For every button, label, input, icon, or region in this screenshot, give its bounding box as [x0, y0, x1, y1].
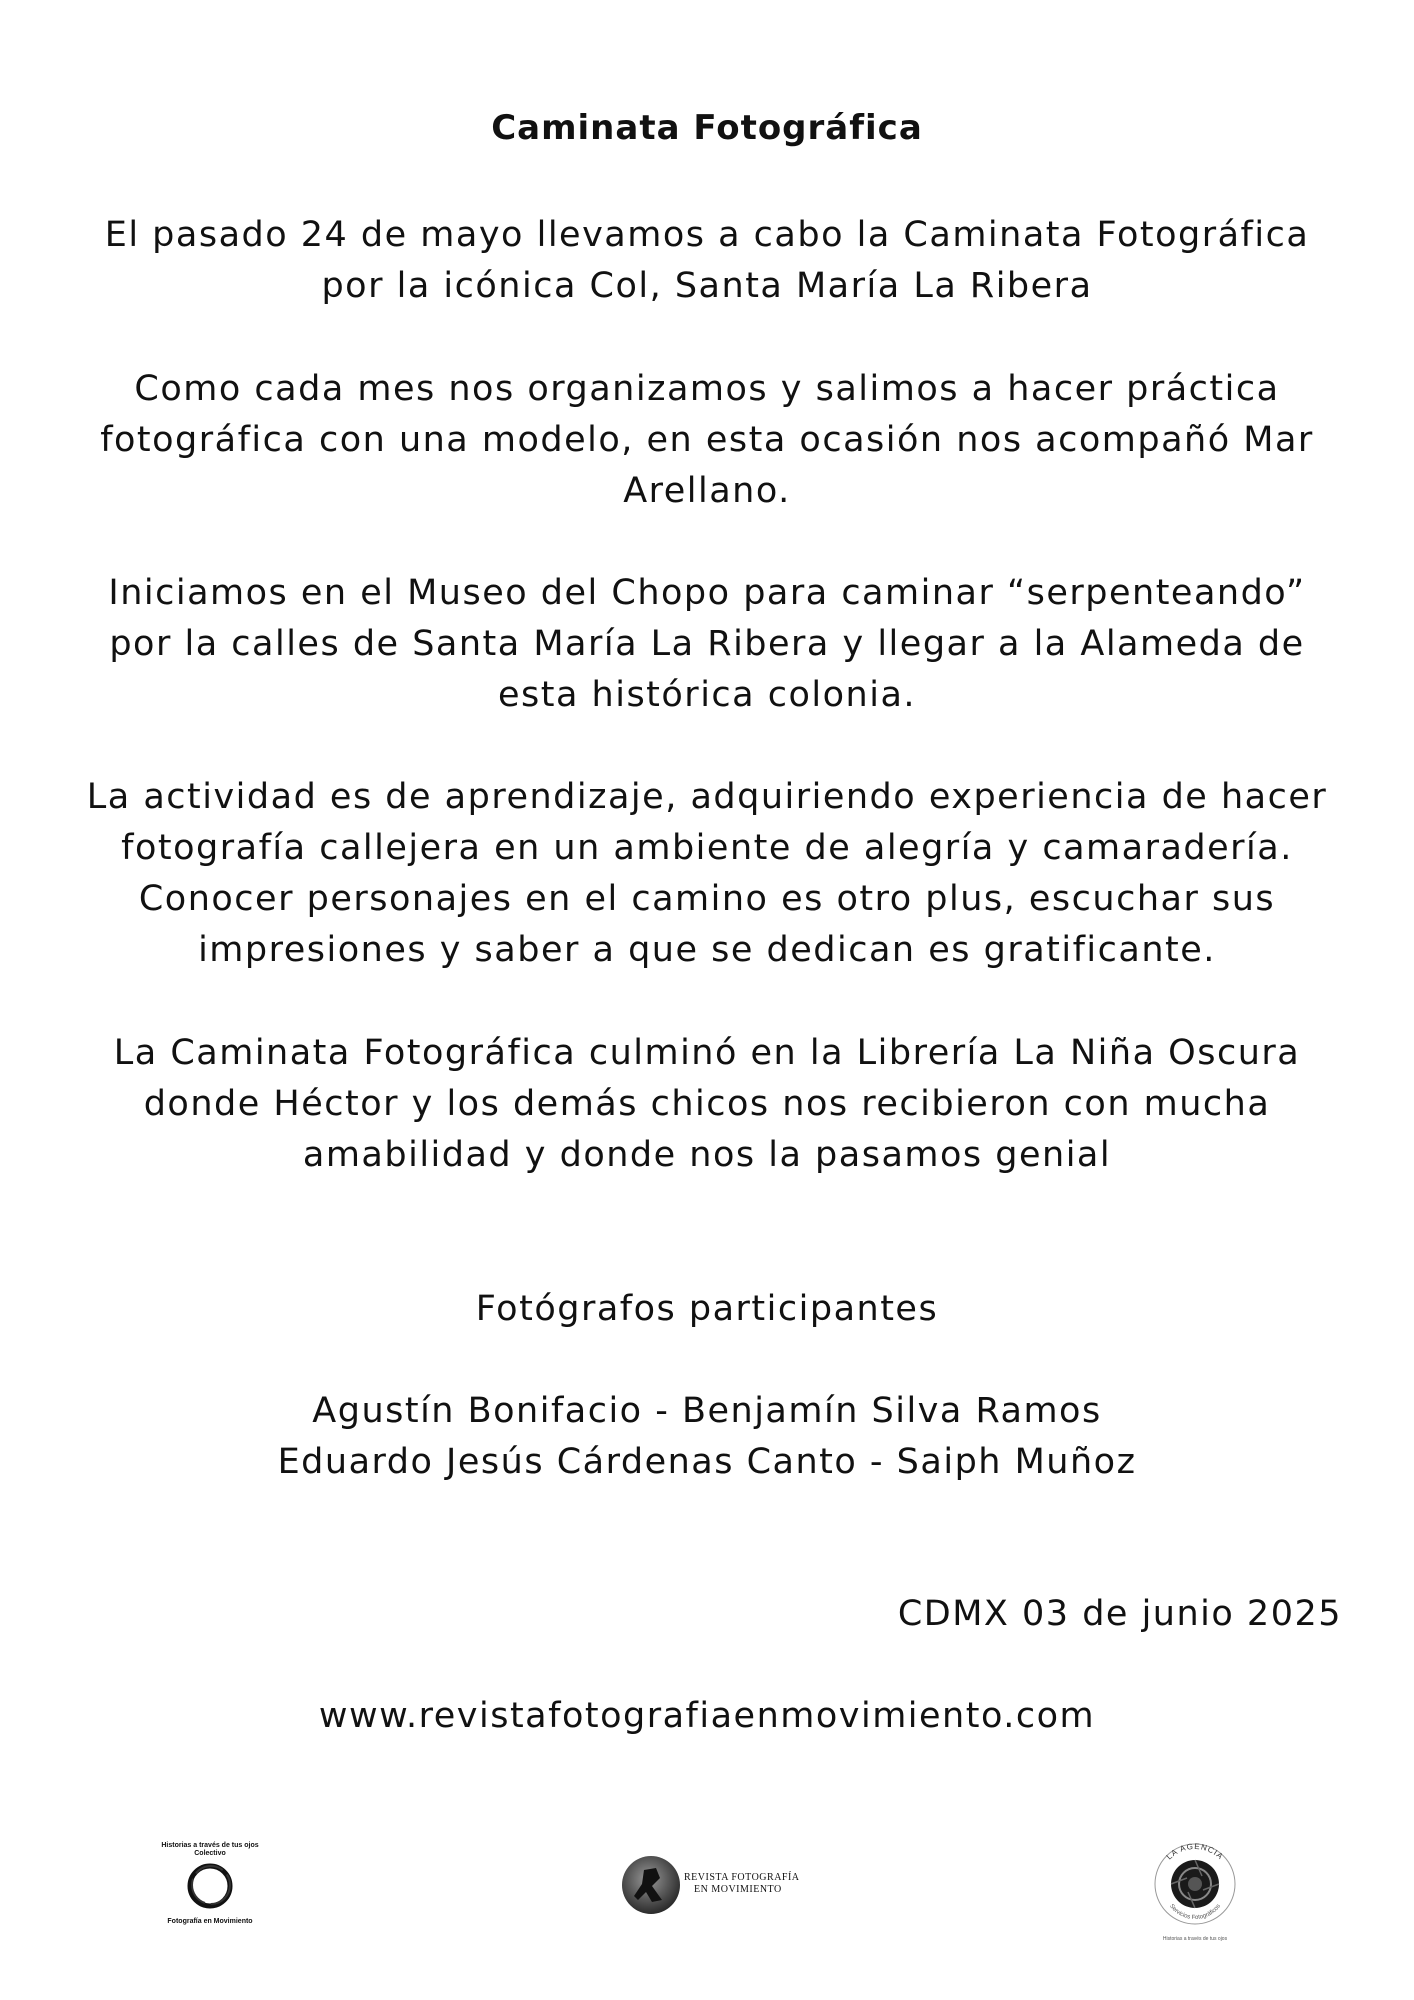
paragraph-2	[70, 364, 1344, 517]
ring-text-top: LA AGENCIA	[1164, 1841, 1226, 1862]
paragraph-5	[70, 1028, 1344, 1181]
paragraph-line: El pasado 24 de mayo llevamos a cabo la Caminata Fotográfica	[104, 215, 1310, 255]
participants-list	[70, 1386, 1344, 1488]
logo-line-2: EN MOVIMIENTO	[694, 1884, 782, 1895]
logo-line-1: REVISTA FOTOGRAFÍA	[684, 1872, 800, 1883]
aperture-icon	[1140, 1836, 1250, 1932]
logo-top-text-2: Colectivo	[194, 1850, 226, 1857]
paragraph-line: Conocer personajes en el camino es otro plus, escuchar sus	[138, 879, 1276, 919]
participants-line: Eduardo Jesús Cárdenas Canto - Saiph Muñoz	[277, 1442, 1137, 1482]
logo-bottom-text: Historias a través de tus ojos	[1162, 1936, 1228, 1942]
participants-line: Agustín Bonifacio - Benjamín Silva Ramos	[312, 1391, 1102, 1431]
paragraph-line: fotográfica con una modelo, en esta ocasión nos acompañó Mar	[100, 420, 1314, 460]
paragraph-line: esta histórica colonia.	[497, 675, 917, 715]
paragraph-3	[70, 568, 1344, 721]
photographer-icon	[622, 1856, 680, 1914]
paragraph-line: La actividad es de aprendizaje, adquiriendo experiencia de hacer	[86, 777, 1328, 817]
paragraph-4	[70, 772, 1344, 976]
paragraph-line: amabilidad y donde nos la pasamos genial	[302, 1135, 1112, 1175]
paragraph-line: La Caminata Fotográfica culminó en la Librería La Niña Oscura	[113, 1033, 1301, 1073]
paragraph-line: Arellano.	[623, 471, 791, 511]
agencia-logo	[1140, 1836, 1250, 1946]
document-title: Caminata Fotográfica	[491, 108, 923, 148]
paragraph-line: Como cada mes nos organizamos y salimos a hacer práctica	[134, 369, 1280, 409]
paragraph-line: Iniciamos en el Museo del Chopo para caminar “serpenteando”	[108, 573, 1306, 613]
paragraph-line: por la calles de Santa María La Ribera y llegar a la Alameda de	[109, 624, 1305, 664]
ring-text-bottom: Servicios Fotográficos	[1168, 1903, 1222, 1922]
paragraph-line: por la icónica Col, Santa María La Ribera	[321, 266, 1093, 306]
colectivo-logo	[160, 1842, 260, 1932]
ring-icon	[160, 1858, 260, 1914]
paragraph-line: fotografía callejera en un ambiente de alegría y camaradería.	[121, 828, 1293, 868]
date-line: CDMX 03 de junio 2025	[897, 1594, 1342, 1634]
paragraph-line: donde Héctor y los demás chicos nos recibieron con mucha	[143, 1084, 1271, 1124]
revista-logo	[622, 1856, 802, 1916]
paragraph-1	[70, 210, 1344, 312]
participants-heading	[70, 1284, 1344, 1335]
logo-bottom-text: Fotografía en Movimiento	[167, 1918, 253, 1925]
svg-text:LA AGENCIA	[1165, 1842, 1226, 1862]
participants-heading-text: Fotógrafos participantes	[475, 1289, 939, 1329]
paragraph-line: impresiones y saber a que se dedican es gratificante.	[198, 930, 1216, 970]
logo-top-text: Historias a través de tus ojos	[161, 1842, 259, 1849]
website-link[interactable]: www.revistafotografiaenmovimiento.com	[318, 1696, 1096, 1736]
